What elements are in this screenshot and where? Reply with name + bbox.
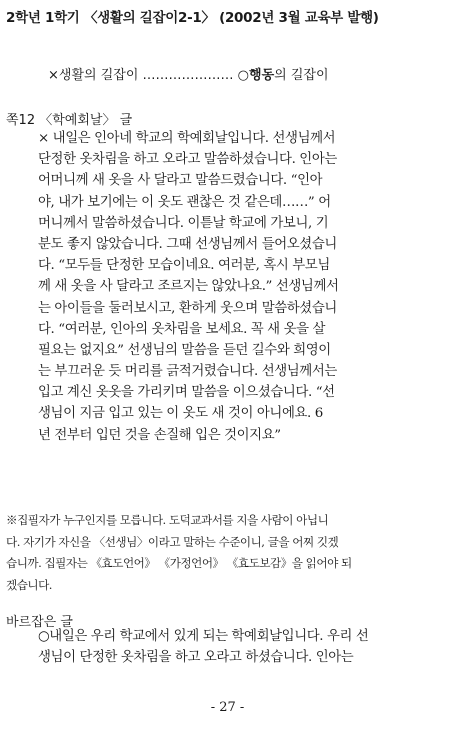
right-title-rest: 의 길잡이 <box>274 68 329 83</box>
right-mark-icon: ○ <box>237 68 250 83</box>
section-heading-corrected: 바르잡은 글 <box>6 615 73 630</box>
text-line: 어머니께 새 옷을 사 달라고 말씀드렸습니다. “인아 <box>38 173 323 189</box>
section-heading-original: 쪽12 〈학예회날〉 글 <box>6 113 133 128</box>
text-line: 필요는 없지요” 선생님의 말씀을 듣던 길수와 희영이 <box>38 342 331 358</box>
note-line: 겠습니다. <box>6 577 52 592</box>
wrong-mark-icon: × <box>48 68 59 83</box>
text-line: 께 새 옷을 사 달라고 조르지는 않았나요.” 선생님께서 <box>38 279 339 295</box>
editor-note <box>6 510 451 596</box>
page-number: - 27 - <box>210 700 245 715</box>
text-line: 는 부끄러운 듯 머리를 긁적거렸습니다. 선생님께서는 <box>38 364 337 380</box>
text-line: 다. “모두들 단정한 모습이네요. 여러분, 혹시 부모님 <box>38 258 330 274</box>
text-line: 다. “여러분, 인아의 옷차림을 보세요. 꼭 새 옷을 살 <box>38 321 326 337</box>
text-line: 머니께서 말씀하셨습니다. 이튿날 학교에 가보니, 기 <box>38 215 329 231</box>
original-text-block <box>38 128 450 446</box>
leader-dots: ………………… <box>142 68 234 83</box>
note-line: 다. 자기가 자신을 〈선생님〉이라고 말하는 수준이니, 글을 어찌 깃겠 <box>6 534 339 549</box>
text-line: 년 전부터 입던 것을 손질해 입은 것이지요” <box>38 427 281 443</box>
text-line: 입고 계신 옷옷을 가리키며 말씀을 이으셨습니다. “선 <box>38 385 335 401</box>
page-title: 2학년 1학기 〈생활의 길잡이2-1〉 (2002년 3월 교육부 발행) <box>6 10 379 26</box>
title-comparison <box>48 64 329 83</box>
text-line: 분도 좋지 않았습니다. 그때 선생님께서 들어오셨습니 <box>38 236 337 252</box>
text-line: 단정한 옷차림을 하고 오라고 말씀하셨습니다. 인아는 <box>38 152 337 168</box>
text-line: 생님이 단정한 옷차림을 하고 오라고 하셨습니다. 인아는 <box>38 650 354 666</box>
text-line: 생님이 지금 입고 있는 이 옷도 새 것이 아니에요. 6 <box>38 406 323 422</box>
corrected-text-block <box>38 626 450 668</box>
right-title-bold: 행동 <box>249 68 275 83</box>
note-line: 습니까. 집필자는 《효도언어》 《가정언어》 《효도보감》을 읽어야 되 <box>6 556 352 570</box>
note-line: ※집필자가 누구인지를 모릅니다. 도덕교과서를 지을 사람이 아닙니 <box>6 513 329 527</box>
wrong-title-label: 생활의 길잡이 <box>58 68 139 83</box>
text-line: × 내일은 인아네 학교의 학예회날입니다. 선생님께서 <box>38 131 336 146</box>
text-line: 야, 내가 보기에는 이 옷도 괜찮은 것 같은데……” 어 <box>38 194 331 210</box>
text-line: 는 아이들을 둘러보시고, 환하게 웃으며 말씀하셨습니 <box>38 300 337 316</box>
text-line: ○내일은 우리 학교에서 있게 되는 학예회날입니다. 우리 선 <box>38 629 369 644</box>
